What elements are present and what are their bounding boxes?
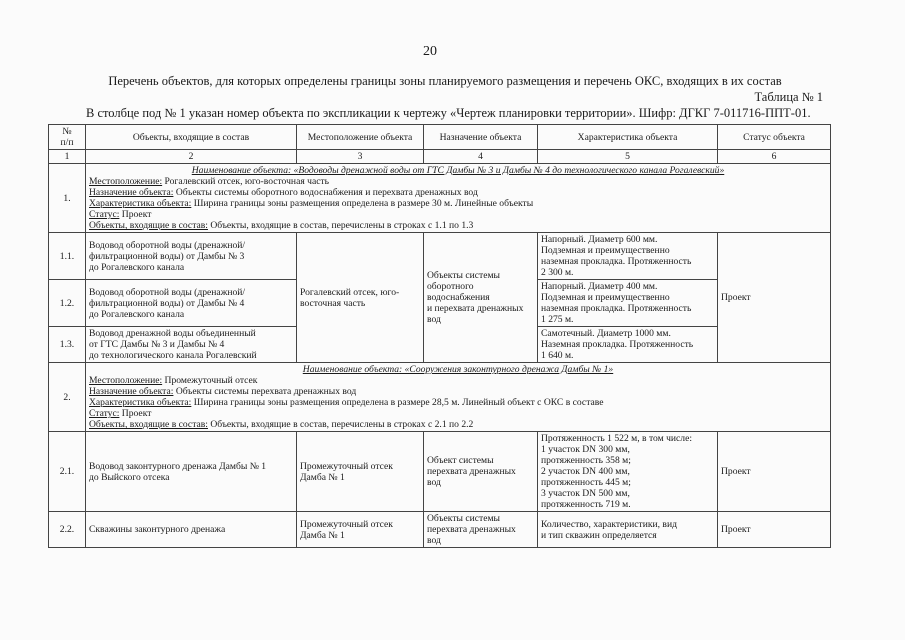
table-header-row	[49, 125, 831, 150]
section-row	[49, 363, 831, 432]
row-characteristic: Напорный. Диаметр 600 мм. Подземная и преимущественно наземная прокладка. Протяженность 2 300 м.	[538, 233, 718, 280]
row-object-name: Водовод оборотной воды (дренажной/ фильтрационной воды) от Дамбы № 4 до Рогалевского канала	[86, 280, 297, 327]
header-characteristic: Характеристика объекта	[538, 125, 718, 150]
table-row	[49, 512, 831, 548]
column-number: 3	[297, 150, 424, 164]
section-description: Наименование объекта: «Водоводы дренажной воды от ГТС Дамбы № 3 и Дамбы № 4 до технологического канала Рогалевский» Местоположение: Рогалевский отсек, юго-восточная часть Назначение объекта: Объекты системы оборотного водоснабжения и перехвата дренажных вод Характеристика объекта: Ширина границы зоны размещения определена в размере 30 м. Линейные объекты Статус: Проект Объекты, входящие в состав: Объекты, входящие в состав, перечислены в строках с 1.1 по 1.3	[86, 164, 831, 233]
row-location: Промежуточный отсек Дамба № 1	[297, 432, 424, 512]
section-characteristic: Ширина границы зоны размещения определена в размере 28,5 м. Линейный объект с ОКС в составе	[193, 397, 604, 408]
column-number: 4	[424, 150, 538, 164]
section-title: Наименование объекта: «Сооружения законтурного дренажа Дамбы № 1»	[302, 364, 614, 375]
row-purpose: Объекты системы оборотного водоснабжения и перехвата дренажных вод	[424, 233, 538, 363]
column-number: 5	[538, 150, 718, 164]
section-purpose: Объекты системы перехвата дренажных вод	[175, 386, 357, 397]
objects-table	[48, 124, 831, 548]
header-purpose: Назначение объекта	[424, 125, 538, 150]
section-description: Наименование объекта: «Сооружения законтурного дренажа Дамбы № 1» Местоположение: Промежуточный отсек Назначение объекта: Объекты системы перехвата дренажных вод Характеристика объекта: Ширина границы зоны размещения определена в размере 28,5 м. Линейный объект с ОКС в составе Статус: Проект Объекты, входящие в состав: Объекты, входящие в состав, перечислены в строках с 2.1 по 2.2	[86, 363, 831, 432]
row-number: 1.2.	[49, 280, 86, 327]
column-number: 2	[86, 150, 297, 164]
row-number: 2.1.	[49, 432, 86, 512]
row-characteristic: Протяженность 1 522 м, в том числе: 1 участок DN 300 мм, протяженность 358 м; 2 участок DN 400 мм, протяженность 445 м; 3 участок DN 500 мм, протяженность 719 м.	[538, 432, 718, 512]
row-number: 2.2.	[49, 512, 86, 548]
row-characteristic: Напорный. Диаметр 400 мм. Подземная и преимущественно наземная прокладка. Протяженность 1 275 м.	[538, 280, 718, 327]
document-heading: Перечень объектов, для которых определены границы зоны планируемого размещения и перечень ОКС, входящих в их состав	[108, 74, 782, 88]
row-status: Проект	[718, 512, 831, 548]
row-location: Промежуточный отсек Дамба № 1	[297, 512, 424, 548]
row-status: Проект	[718, 233, 831, 363]
section-objects: Объекты, входящие в состав, перечислены в строках с 1.1 по 1.3	[210, 220, 474, 231]
section-row	[49, 164, 831, 233]
row-purpose: Объекты системы перехвата дренажных вод	[424, 512, 538, 548]
section-location: Рогалевский отсек, юго-восточная часть	[164, 176, 330, 187]
section-characteristic: Ширина границы зоны размещения определена в размере 30 м. Линейные объекты	[193, 198, 534, 209]
table-row	[49, 432, 831, 512]
row-location: Рогалевский отсек, юго- восточная часть	[297, 233, 424, 363]
column-number: 6	[718, 150, 831, 164]
section-objects: Объекты, входящие в состав, перечислены в строках с 2.1 по 2.2	[210, 419, 474, 430]
section-purpose: Объекты системы оборотного водоснабжения и перехвата дренажных вод	[175, 187, 478, 198]
row-purpose: Объект системы перехвата дренажных вод	[424, 432, 538, 512]
section-location: Промежуточный отсек	[164, 375, 258, 386]
page-number: 20	[423, 44, 437, 59]
row-object-name: Водовод оборотной воды (дренажной/ фильтрационной воды) от Дамбы № 3 до Рогалевского канала	[86, 233, 297, 280]
header-location: Местоположение объекта	[297, 125, 424, 150]
section-status: Проект	[121, 408, 152, 419]
section-number: 1.	[49, 164, 86, 233]
section-number: 2.	[49, 363, 86, 432]
column-number-row	[49, 150, 831, 164]
row-object-name: Скважины законтурного дренажа	[86, 512, 297, 548]
header-status: Статус объекта	[718, 125, 831, 150]
header-objects: Объекты, входящие в состав	[86, 125, 297, 150]
table-row	[49, 233, 831, 280]
column-number: 1	[49, 150, 86, 164]
row-object-name: Водовод законтурного дренажа Дамбы № 1 до Выйского отсека	[86, 432, 297, 512]
row-characteristic: Количество, характеристики, вид и тип скважин определяется	[538, 512, 718, 548]
section-status: Проект	[121, 209, 152, 220]
row-characteristic: Самотечный. Диаметр 1000 мм. Наземная прокладка. Протяженность 1 640 м.	[538, 327, 718, 363]
row-status: Проект	[718, 432, 831, 512]
section-title: Наименование объекта: «Водоводы дренажной воды от ГТС Дамбы № 3 и Дамбы № 4 до технологического канала Рогалевский»	[191, 165, 725, 176]
row-number: 1.1.	[49, 233, 86, 280]
row-number: 1.3.	[49, 327, 86, 363]
table-subtitle: В столбце под № 1 указан номер объекта по экспликации к чертежу «Чертеж планировки территории». Шифр: ДГКГ 7-011716-ППТ-01.	[86, 106, 811, 120]
row-object-name: Водовод дренажной воды объединенный от ГТС Дамбы № 3 и Дамбы № 4 до технологического канала Рогалевский	[86, 327, 297, 363]
table-number: Таблица № 1	[754, 90, 823, 104]
header-no: № п/п	[49, 125, 86, 150]
